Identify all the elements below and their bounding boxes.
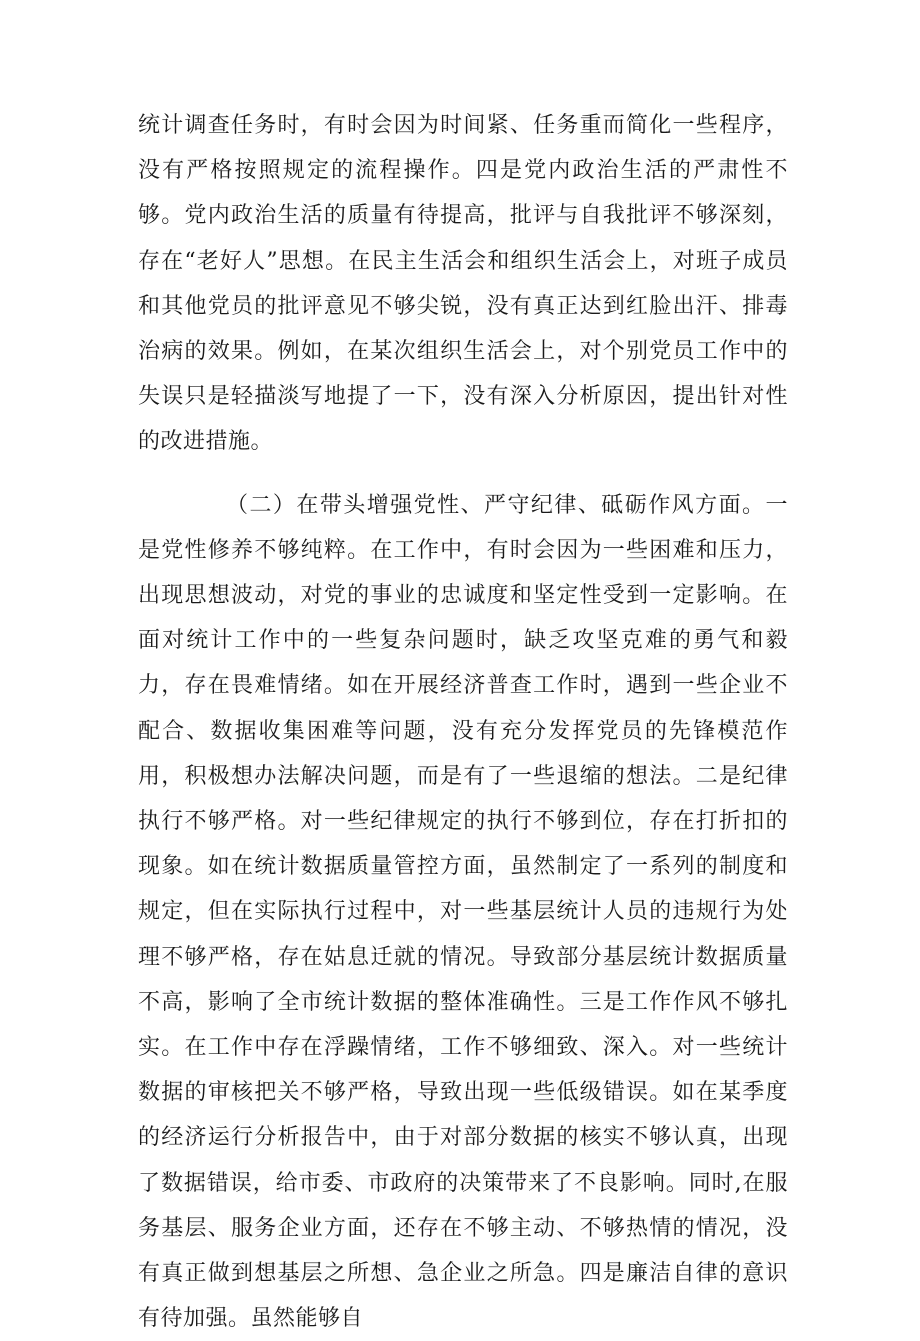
document-body: [138, 103, 788, 1341]
paragraph-section-two: （二）在带头增强党性、严守纪律、砥砺作风方面。一是党性修养不够纯粹。在工作中，有时会因为一些困难和压力，出现思想波动，对党的事业的忠诚度和坚定性受到一定影响。在面对统计工作中的一些复杂问题时，缺乏攻坚克难的勇气和毅力，存在畏难情绪。如在开展经济普查工作时，遇到一些企业不配合、数据收集困难等问题，没有充分发挥党员的先锋模范作用，积极想办法解决问题，而是有了一些退缩的想法。二是纪律执行不够严格。对一些纪律规定的执行不够到位，存在打折扣的现象。如在统计数据质量管控方面，虽然制定了一系列的制度和规定，但在实际执行过程中，对一些基层统计人员的违规行为处理不够严格，存在姑息迁就的情况。导致部分基层统计数据质量不高，影响了全市统计数据的整体准确性。三是工作作风不够扎实。在工作中存在浮躁情绪，工作不够细致、深入。对一些统计数据的审核把关不够严格，导致出现一些低级错误。如在某季度的经济运行分析报告中，由于对部分数据的核实不够认真，出现了数据错误，给市委、市政府的决策带来了不良影响。同时,在服务基层、服务企业方面，还存在不够主动、不够热情的情况，没有真正做到想基层之所想、急企业之所急。四是廉洁自律的意识有待加强。虽然能够自: [138, 492, 788, 1332]
paragraph-continued: 统计调查任务时，有时会因为时间紧、任务重而简化一些程序，没有严格按照规定的流程操作。四是党内政治生活的严肃性不够。党内政治生活的质量有待提高，批评与自我批评不够深刻，存在“老好人”思想。在民主生活会和组织生活会上，对班子成员和其他党员的批评意见不够尖锐，没有真正达到红脸出汗、排毒治病的效果。例如，在某次组织生活会上，对个别党员工作中的失误只是轻描淡写地提了一下，没有深入分析原因，提出针对性的改进措施。: [138, 113, 788, 455]
